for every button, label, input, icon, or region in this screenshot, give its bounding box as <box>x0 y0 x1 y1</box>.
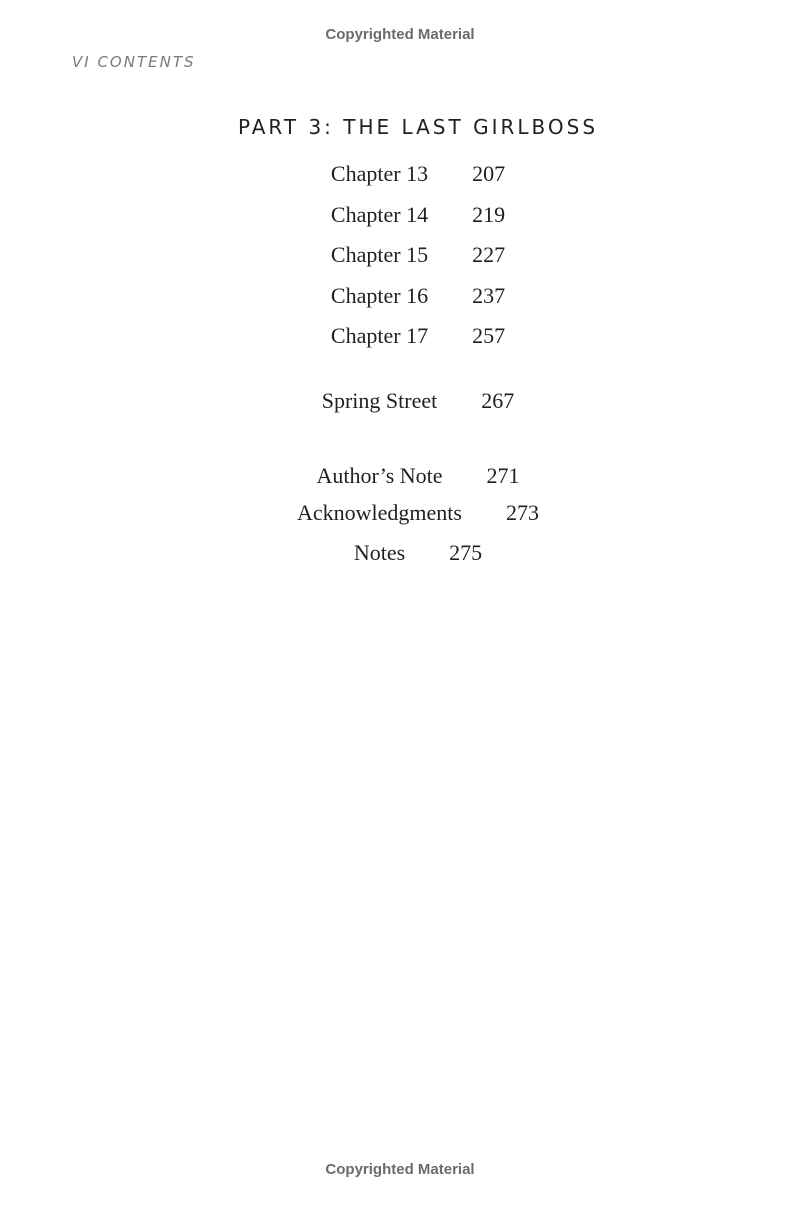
toc-entry-title: Chapter 14 <box>330 202 429 227</box>
toc-entry-chapter-14 <box>0 202 800 228</box>
toc-entry-chapter-13 <box>0 161 800 187</box>
part-title: PART 3: THE LAST GIRLBOSS <box>237 115 599 139</box>
toc-entry-title: Chapter 13 <box>330 161 429 186</box>
toc-entry-page: 271 <box>486 463 520 488</box>
toc-entry-acknowledgments <box>0 500 800 526</box>
toc-entry-page: 257 <box>472 323 506 348</box>
toc-entry-chapter-17 <box>0 323 800 349</box>
toc-entry-title: Acknowledgments <box>297 500 462 525</box>
toc-entry-title: Chapter 17 <box>330 323 429 348</box>
toc-entry-title: Chapter 16 <box>330 283 429 308</box>
toc-entry-authors-note <box>0 463 800 489</box>
running-head: VI CONTENTS <box>72 53 196 71</box>
toc-entry-title: Author’s Note <box>316 463 443 488</box>
toc-entry-page: 227 <box>472 242 506 267</box>
toc-entry-page: 207 <box>472 161 506 186</box>
toc-entry-chapter-15 <box>0 242 800 268</box>
toc-entry-chapter-16 <box>0 283 800 309</box>
toc-entry-spring-street <box>0 388 800 414</box>
copyright-watermark-top: Copyrighted Material <box>325 26 475 43</box>
toc-entry-page: 273 <box>505 500 539 525</box>
copyright-watermark-bottom: Copyrighted Material <box>325 1161 475 1178</box>
toc-entry-page: 267 <box>481 388 515 413</box>
toc-entry-page: 237 <box>472 283 506 308</box>
toc-entry-page: 219 <box>472 202 506 227</box>
toc-entry-notes <box>0 540 800 566</box>
toc-entry-title: Spring Street <box>321 388 438 413</box>
toc-entry-page: 275 <box>449 540 483 565</box>
toc-entry-title: Chapter 15 <box>330 242 429 267</box>
toc-entry-title: Notes <box>353 540 406 565</box>
